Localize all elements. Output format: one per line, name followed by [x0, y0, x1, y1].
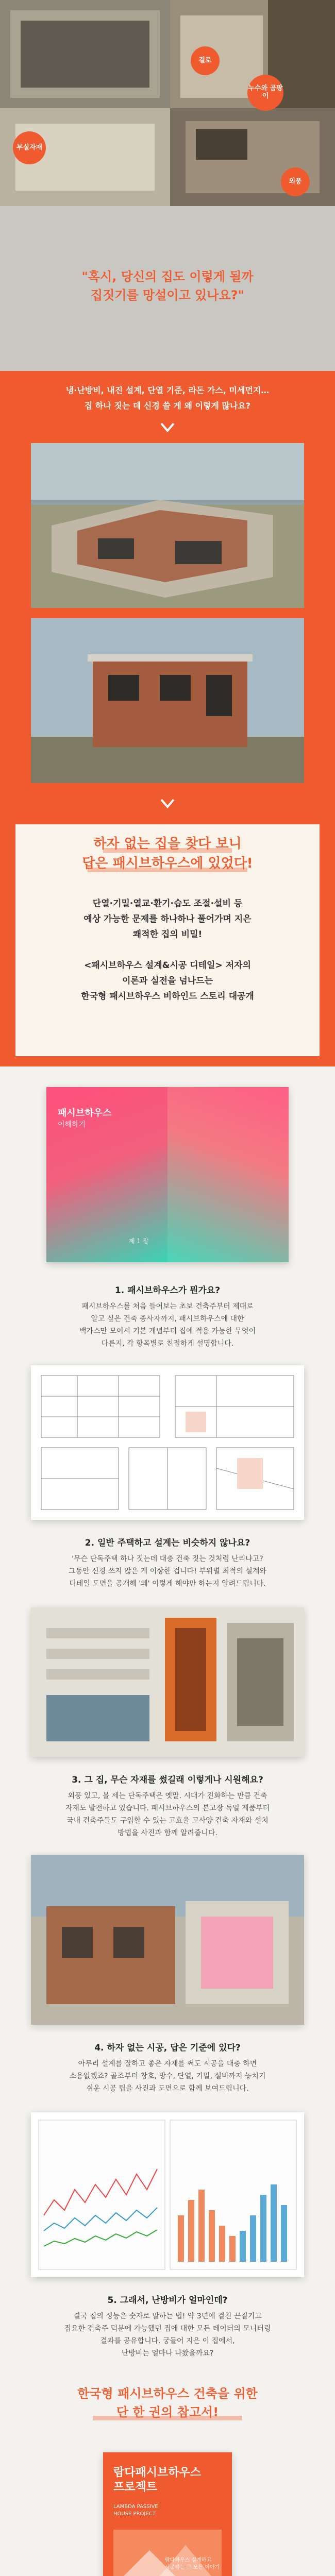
materials-image: [31, 1607, 304, 1757]
author-line-2: 이론과 실전을 넘나드는: [122, 976, 213, 986]
hero-quote-line-1: "혹시, 당신의 집도 이렇게 될까: [81, 269, 254, 284]
section-3-text-3: 국내 건축주들도 구입할 수 있는 고효율 고사양 건축 자재와 설치: [66, 1817, 269, 1825]
section-4-text-1: 아무리 설계를 잘하고 좋은 자재를 써도 시공을 대충 하면: [78, 2060, 257, 2068]
section-2-text-1: '무슨 단독주택 하나 짓는데 대충 건축 짓는 것처럼 난리냐고?: [72, 1555, 263, 1563]
section-2-text-2: 그동안 신경 쓰지 않은 게 이상한 겁니다! 부위별 최적의 설계와: [69, 1567, 266, 1575]
cover-en-1: LAMBDA PASSIVE: [113, 2504, 158, 2510]
detail-drawings-image: [31, 1365, 304, 1520]
section-5-title: 5. 그래서, 난방비가 얼마인데?: [107, 2295, 228, 2306]
section-3-text-1: 외풍 있고, 볼 세는 단독주택은 옛말. 시대가 진화하는 만큼 건축: [68, 1792, 267, 1800]
intro-line-1: 냉·난방비, 내진 설계, 단열 기준, 라돈 가스, 미세먼지…: [65, 385, 270, 395]
problem-section: [0, 371, 335, 1066]
solution-body-3: 쾌적한 집의 비밀!: [132, 929, 203, 940]
book-page-right: [167, 1087, 289, 1262]
house-photo-aerial: [31, 443, 304, 608]
chapter-number: 제 1 장: [129, 1238, 149, 1245]
section-1-text-3: 백가스만 모여서 기본 개념부터 집에 적용 가능한 무엇이: [79, 1327, 256, 1335]
intro-line-2: 집 하나 짓는 데 신경 쓸 게 왜 이렇게 많나요?: [84, 401, 251, 411]
chevron-down-icon: [160, 422, 175, 433]
badge-condensation: [191, 46, 220, 75]
section-2-title: 2. 일반 주택하고 설계는 비슷하지 않나요?: [85, 1538, 250, 1548]
chapter-title: 패시브하우스: [58, 1108, 112, 1118]
open-book-spread: [46, 1087, 289, 1262]
section-5-text-4: 난방비는 얼마나 나왔을까요?: [121, 2349, 214, 2358]
section-3-text-4: 방법을 사진과 함께 알려줍니다.: [118, 1829, 217, 1837]
solution-body-2: 예상 가능한 문제를 하나하나 풀어가며 지은: [83, 914, 252, 924]
section-1-text-4: 다른지, 각 항목별로 친절하게 설명합니다.: [101, 1340, 234, 1348]
cover-note-1: 람다하우스 설계하고: [165, 2557, 212, 2563]
closing-line-1: 한국형 패시브하우스 건축을 위한: [77, 2386, 258, 2401]
section-4-text-2: 소용없겠죠? 골조부터 창호, 방수, 단열, 기밀, 설비까지 놓치기: [69, 2072, 266, 2080]
section-5-text-1: 결국 집의 성능은 숫자로 말하는 법! 약 3년에 걸친 끈질기고: [73, 2312, 262, 2320]
section-2-text-3: 디테일 도면을 공개해 '왜' 이렇게 해야만 하는지 알려드립니다.: [69, 1580, 266, 1588]
solution-headline-2: 답은 패시브하우스에 있었다!: [82, 856, 253, 871]
badge-label: 결로: [198, 56, 212, 64]
author-line-1: <패시브하우스 설계&시공 디테일> 저자의: [84, 960, 251, 971]
author-line-3: 한국형 패시브하우스 비하인드 스토리 대공개: [81, 991, 254, 1002]
solution-body-1: 단열·기밀·열교·환기·습도 조절·설비 등: [92, 899, 243, 909]
cover-title-1: 람다패시브하우스: [113, 2466, 202, 2479]
content-section: [0, 1066, 335, 2576]
section-1-title: 1. 패시브하우스가 뭔가요?: [114, 1285, 221, 1296]
book-cover: [103, 2452, 232, 2576]
monitoring-charts-image: [31, 2112, 304, 2277]
hero-quote-line-2: 집짓기를 망설이고 있나요?": [90, 288, 245, 302]
chevron-down-icon: [160, 799, 175, 809]
section-1-text-2: 알고 싶은 건축 종사자까지, 패시브하우스에 대한: [91, 1315, 244, 1323]
badge-draft: [281, 167, 310, 196]
badge-label: 부실자재: [16, 143, 43, 151]
cover-en-2: HOUSE PROJECT: [113, 2511, 156, 2517]
construction-image: [31, 1855, 304, 2025]
hero-section: [0, 0, 335, 371]
cover-note-2: 시공하는 그 모든 이야기: [165, 2565, 220, 2570]
section-5-text-3: 결과를 공유합니다. 궁들어 지은 이 집에서,: [100, 2337, 235, 2345]
house-photo-front: [31, 618, 304, 783]
badge-mold: [247, 75, 283, 111]
section-5-text-2: 집요한 건축주 덕분에 가능했던 집에 대한 모든 데이터의 모니터링: [64, 2325, 271, 2333]
section-4-title: 4. 하자 없는 시공, 답은 기준에 있다?: [94, 2043, 241, 2053]
closing-line-2: 단 한 권의 참고서!: [116, 2405, 219, 2419]
section-3-title: 3. 그 집, 무슨 자재를 썼길래 이렇게나 시원해요?: [72, 1775, 263, 1785]
cover-title-2: 프로젝트: [113, 2481, 158, 2494]
chapter-subtitle: 이해하기: [58, 1121, 86, 1129]
badge-label: 누수와 곰팡이: [248, 84, 283, 100]
section-1-text-1: 패시브하우스를 처음 들어보는 초보 건축주부터 제대로: [81, 1302, 254, 1311]
badge-poor-material: [13, 131, 46, 164]
section-3-text-2: 자재도 발전하고 있습니다. 패시브하우스의 본고장 독일 제품부터: [65, 1804, 270, 1812]
book-page-left: [46, 1087, 167, 1262]
solution-headline-1: 하자 없는 집을 찾다 보니: [93, 836, 242, 852]
section-4-text-3: 쉬운 시공 팁을 사진과 도면으로 함께 보여드립니다.: [86, 2084, 249, 2093]
solution-card: [15, 824, 320, 1056]
badge-label: 외풍: [289, 177, 302, 185]
